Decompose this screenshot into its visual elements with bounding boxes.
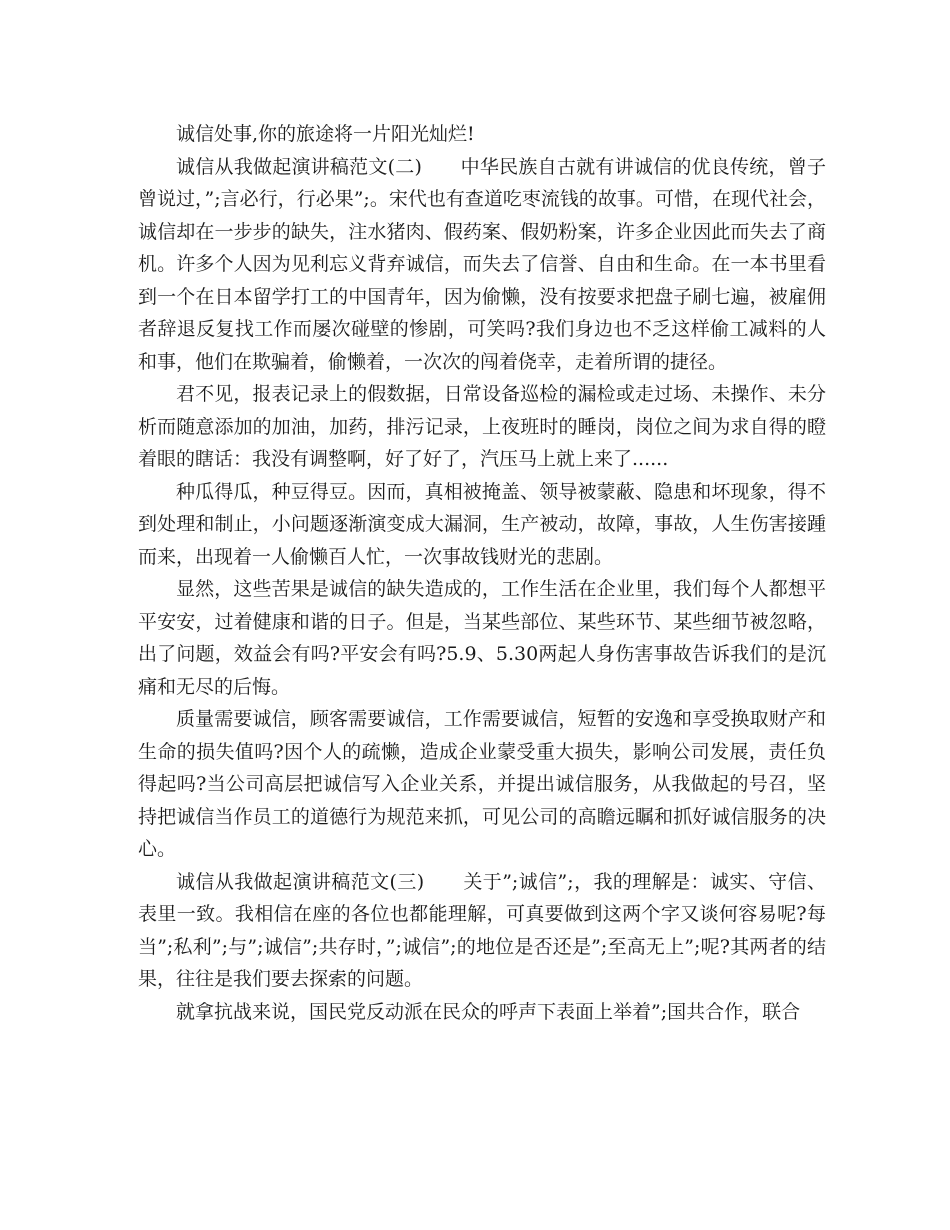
paragraph: 种瓜得瓜，种豆得豆。因而，真相被掩盖、领导被蒙蔽、隐患和坏现象，得不到处理和制止，小问题逐渐演变成大漏洞，生产被动，故障，事故，人生伤害接踵而来，出现着一人偷懒百人忙，一次事故钱财光的悲剧。 [138,480,826,568]
document-body [138,118,826,1028]
paragraph: 就拿抗战来说，国民党反动派在民众的呼声下表面上举着”;国共合作，联合 [176,1000,801,1023]
paragraph: 诚信从我做起演讲稿范文(三) 关于”;诚信”;，我的理解是：诚实、守信、表里一致。我相信在座的各位也都能理解，可真要做到这两个字又谈何容易呢?每当”;私利”;与”;诚信”;共存时，”;诚信”;的地位是否还是”;至高无上”;呢?其两者的结果，往往是我们要去探索的问题。 [138,870,826,990]
paragraph: 质量需要诚信，顾客需要诚信，工作需要诚信，短暂的安逸和享受换取财产和生命的损失值吗?因个人的疏懒，造成企业蒙受重大损失，影响公司发展，责任负得起吗?当公司高层把诚信写入企业关系，并提出诚信服务，从我做起的号召，坚持把诚信当作员工的道德行为规范来抓，可见公司的高瞻远瞩和抓好诚信服务的决心。 [138,708,826,860]
paragraph: 显然，这些苦果是诚信的缺失造成的，工作生活在企业里，我们每个人都想平平安安，过着健康和谐的日子。但是，当某些部位、某些环节、某些细节被忽略，出了问题，效益会有吗?平安会有吗?5.9、5.30两起人身伤害事故告诉我们的是沉痛和无尽的后悔。 [138,578,826,698]
paragraph: 诚信从我做起演讲稿范文(二) 中华民族自古就有讲诚信的优良传统，曾子曾说过，”;言必行，行必果”;。宋代也有查道吃枣流钱的故事。可惜，在现代社会，诚信却在一步步的缺失，注水猪肉、假药案、假奶粉案，许多企业因此而失去了商机。许多个人因为见利忘义背弃诚信，而失去了信誉、自由和生命。在一本书里看到一个在日本留学打工的中国青年，因为偷懒，没有按要求把盘子刷七遍，被雇佣者辞退反复找工作而屡次碰壁的惨剧，可笑吗?我们身边也不乏这样偷工减料的人和事，他们在欺骗着，偷懒着，一次次的闯着侥幸，走着所谓的捷径。 [138,155,826,373]
paragraph: 君不见，报表记录上的假数据，日常设备巡检的漏检或走过场、未操作、未分析而随意添加的加油，加药，排污记录，上夜班时的睡岗，岗位之间为求自得的瞪着眼的瞎话：我没有调整啊，好了好了，汽压马上就上来了...... [138,383,826,470]
paragraph: 诚信处事,你的旅途将一片阳光灿烂! [176,123,475,145]
